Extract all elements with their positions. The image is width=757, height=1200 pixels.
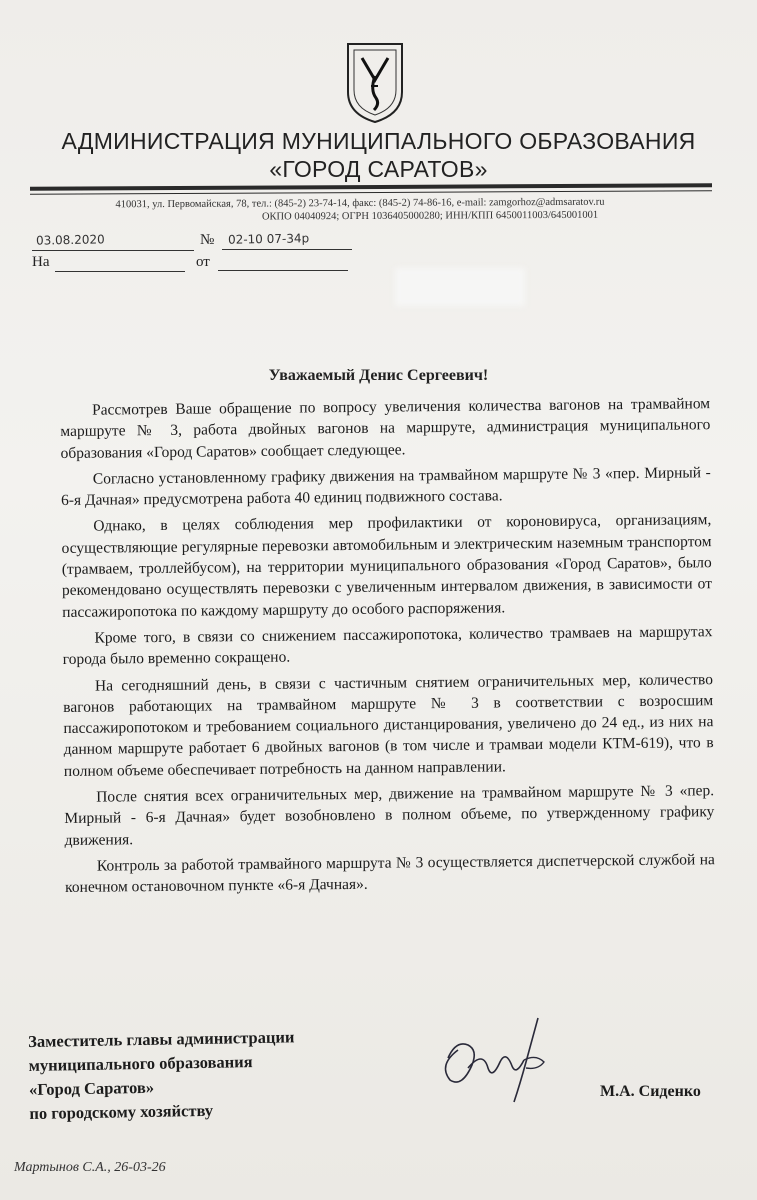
signer-title-line1: Заместитель главы администрации: [28, 1027, 295, 1051]
saratov-coat-of-arms-icon: [340, 40, 410, 125]
body-paragraph-7: Контроль за работой трамвайного маршрута № 3 осуществляется диспетчерской службой на конечном остановочном пункте «6-я Дачная».: [65, 851, 715, 897]
signer-name: М.А. Сиденко: [600, 1083, 701, 1100]
body-paragraph-2: Согласно установленному графику движения на трамвайном маршруте № 3 «пер. Мирный - 6-я Дачная» предусмотрена работа 40 единиц подвижного состава.: [60, 464, 711, 510]
signer-title-block: [28, 1025, 296, 1126]
letter-body: [60, 393, 715, 903]
executor-line: Мартынов С.А., 26-03-26: [14, 1160, 166, 1175]
org-name-line1: АДМИНИСТРАЦИЯ МУНИЦИПАЛЬНОГО ОБРАЗОВАНИЯ: [61, 128, 696, 154]
number-underline: [222, 249, 352, 250]
contacts-block: [50, 195, 670, 224]
registration-number-label: №: [200, 232, 215, 248]
signer-title-line4: по городскому хозяйству: [29, 1100, 214, 1123]
signer-title-line2: муниципального образования: [28, 1052, 253, 1075]
signer-title-line3: «Город Саратов»: [28, 1077, 155, 1099]
incoming-date-underline: [218, 270, 348, 271]
body-paragraph-4: Кроме того, в связи со снижением пассажиропотока, количество трамваев на маршрутах города было временно сокращено.: [62, 623, 713, 669]
contacts-registry: ОКПО 04040924; ОГРН 1036405000280; ИНН/КПП 6450011003/645001001: [261, 209, 599, 223]
body-paragraph-3: Однако, в целях соблюдения мер профилактики от короновируса, организациям, осуществляющие регулярные перевозки автомобильным и электрическим наземным транспортом (трамваем, троллейбусом), на территории муниципального образования «Город Саратов», было рекомендовано осуществлять перевозки с увеличенным интервалом движения, в зависимости от пассажиропотока по каждому маршруту до особого распоряжения.: [61, 511, 713, 621]
date-underline: [32, 250, 194, 251]
contacts-address: 410031, ул. Первомайская, 78, тел.: (845-2) 23-74-14, факс: (845-2) 74-86-16, e-mail: zamgorhoz@admsaratov.ru: [115, 196, 605, 211]
body-paragraph-6: После снятия всех ограничительных мер, движение на трамвайном маршруте № 3 «пер. Мирный - 6-я Дачная» будет возобновлено в полном объеме, по утвержденному графику движения.: [64, 782, 715, 849]
incoming-date-label: от: [196, 254, 210, 270]
incoming-underline: [55, 271, 185, 272]
registration-date: 03.08.2020: [35, 232, 105, 248]
header-divider: [30, 183, 712, 191]
org-name-line2: «ГОРОД САРАТОВ»: [269, 156, 488, 182]
body-paragraph-5: На сегодняшний день, в связи с частичным снятием ограничительных мер, количество вагонов работающих на трамвайном маршруте № 3 в соответствии с возросшим пассажиропотоком и требованием социального дистанцирования, увеличено до 24 ед., из них на данном маршруте работает 6 двойных вагонов (в том числе и трамваи модели КТМ-619), что в полном объеме обеспечивает потребность на данном направлении.: [63, 670, 714, 780]
registration-number: 02-10 07-34р: [227, 231, 310, 247]
greeting: Уважаемый Денис Сергеевич!: [268, 367, 489, 384]
handwritten-signature-icon: [428, 1010, 568, 1110]
body-paragraph-1: Рассмотрев Ваше обращение по вопросу увеличения количества вагонов на трамвайном маршруте № 3, работа двойных вагонов на маршруте, администрация муниципального образования «Город Саратов» сообщает следующее.: [60, 395, 711, 462]
redacted-addressee: [395, 268, 525, 306]
incoming-label: На: [32, 254, 50, 270]
header-divider-thin: [30, 190, 712, 195]
